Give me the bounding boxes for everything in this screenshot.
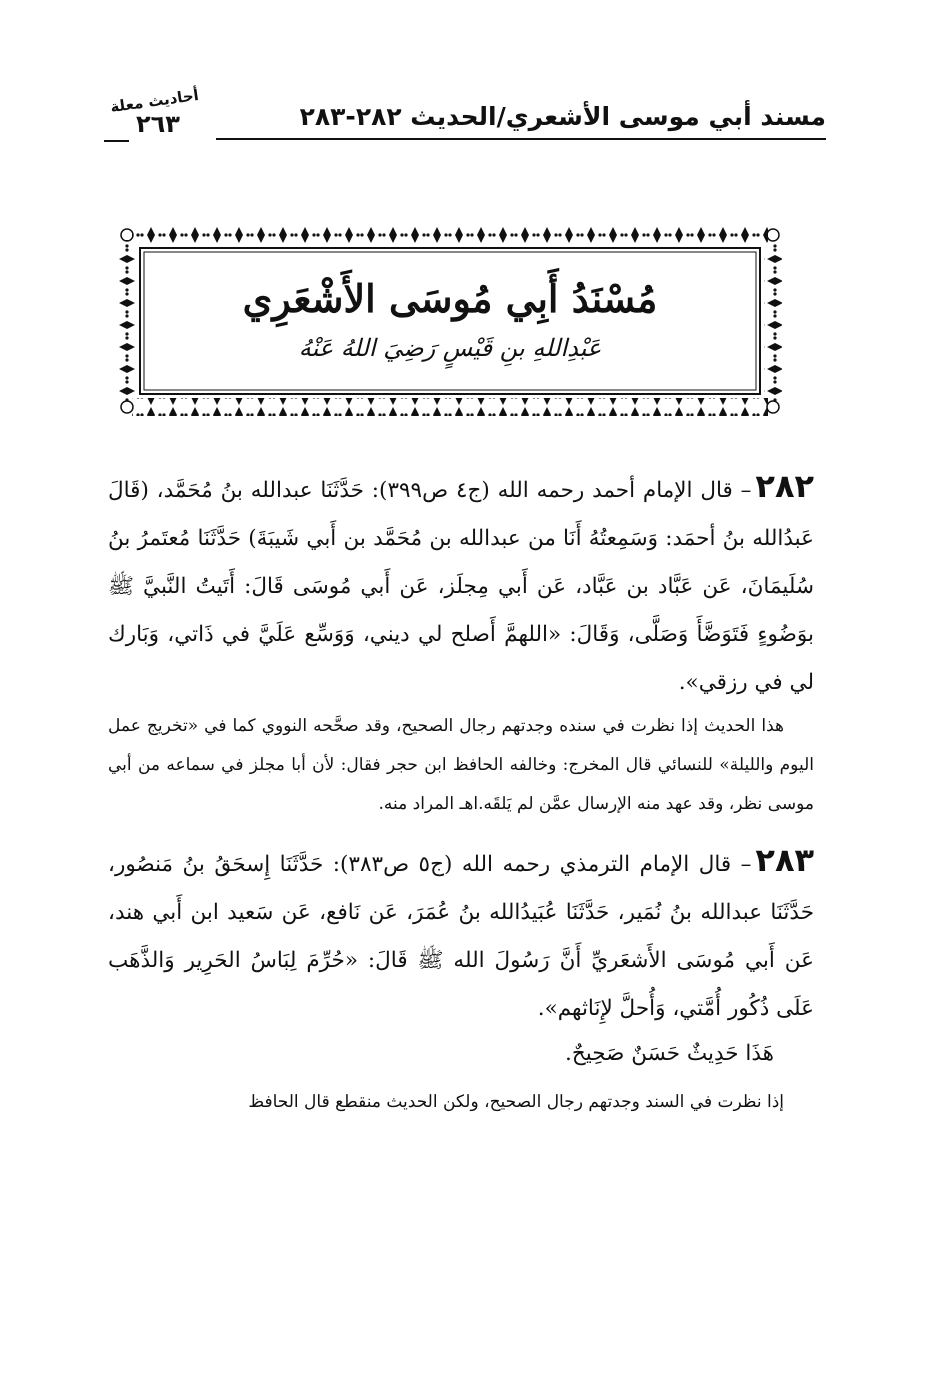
running-header	[96, 85, 826, 152]
page-number-rule	[104, 140, 129, 142]
header-rule	[216, 138, 826, 140]
hadith-dash: –	[732, 478, 752, 503]
section-title-frame	[118, 226, 782, 416]
hadith-283-commentary: إذا نظرت في السند وجدتهم رجال الصحيح، ولكن الحديث منقطع قال الحافظ	[248, 1092, 784, 1112]
hadith-number: ٢٨٣	[755, 841, 815, 879]
hadith-number: ٢٨٢	[755, 467, 814, 505]
hadith-283-verdict: هَذَا حَدِيثٌ حَسَنٌ صَحِيحٌ.	[565, 1041, 774, 1066]
section-subtitle: عَبْدِاللهِ بنِ قَيْسٍ رَضِيَ اللهُ عَنْهُ	[298, 334, 602, 362]
hadith-283	[108, 836, 814, 1033]
hadith-text: قال الإمام الترمذي رحمه الله (ج٥ ص٣٨٣): حَدَّثَنَا إِسحَقُ بنُ مَنصُور، حَدَّثَنَا عبدالله بنُ نُمَير، حَدَّثَنَا عُبَيدُالله بنُ عُمَرَ، عَن نَافع، عَن سَعيد ابن أَبي هند، عَن أَبي مُوسَى الأَشعَريِّ أَنَّ رَسُولَ الله ﷺ قَالَ: «حُرِّمَ لِبَاسُ الحَرِير وَالذَّهَب عَلَى ذُكُور أُمَّتي، وَأُحلَّ لإِنَاثهم».	[108, 852, 814, 1021]
section-title: مُسْنَدُ أَبِي مُوسَى الأَشْعَرِي	[242, 276, 658, 321]
hadith-282	[108, 462, 814, 707]
ornamental-border	[118, 226, 782, 416]
main-text	[108, 462, 814, 1122]
page-number: ٢٦٣	[136, 110, 180, 138]
hadith-text: قال الإمام أحمد رحمه الله (ج٤ ص٣٩٩): حَدَّثَنَا عبدالله بنُ مُحَمَّد، (قَالَ عَبدُالله بنُ أحمَد: وَسَمِعتُهُ أَنَا من عبدالله بن مُحَمَّد بن أَبي شَيبَةَ) حَدَّثَنَا مُعتَمرُ بنُ سُلَيمَانَ، عَن عَبَّاد بن عَبَّاد، عَن أَبي مِجلَز، عَن أَبي مُوسَى قَالَ: أَتَيتُ النَّبيَّ ﷺ بوَضُوءٍ فَتَوَضَّأَ وَصَلَّى، وَقَالَ: «اللهمَّ أَصلح لي ديني، وَوَسِّع عَلَيَّ في ذَاتي، وَبَارك لي في رزقي».	[108, 478, 814, 695]
header-title: مسند أبي موسى الأشعري/الحديث ٢٨٢-٢٨٣	[299, 102, 826, 131]
hadith-282-commentary: هذا الحديث إذا نظرت في سنده وجدتهم رجال الصحيح، وقد صحَّحه النووي كما في «تخريج عمل اليوم والليلة» للنسائي قال المخرج: وخالفه الحافظ ابن حجر فقال: لأن أبا مجلز في سماعه من أبي موسى نظر، وقد عهد منه الإرسال عمَّن لم يَلقَه.اهـ المراد منه.	[108, 716, 814, 814]
hadith-dash: –	[731, 852, 752, 877]
header-book-name: أحاديث معلة	[109, 85, 200, 117]
